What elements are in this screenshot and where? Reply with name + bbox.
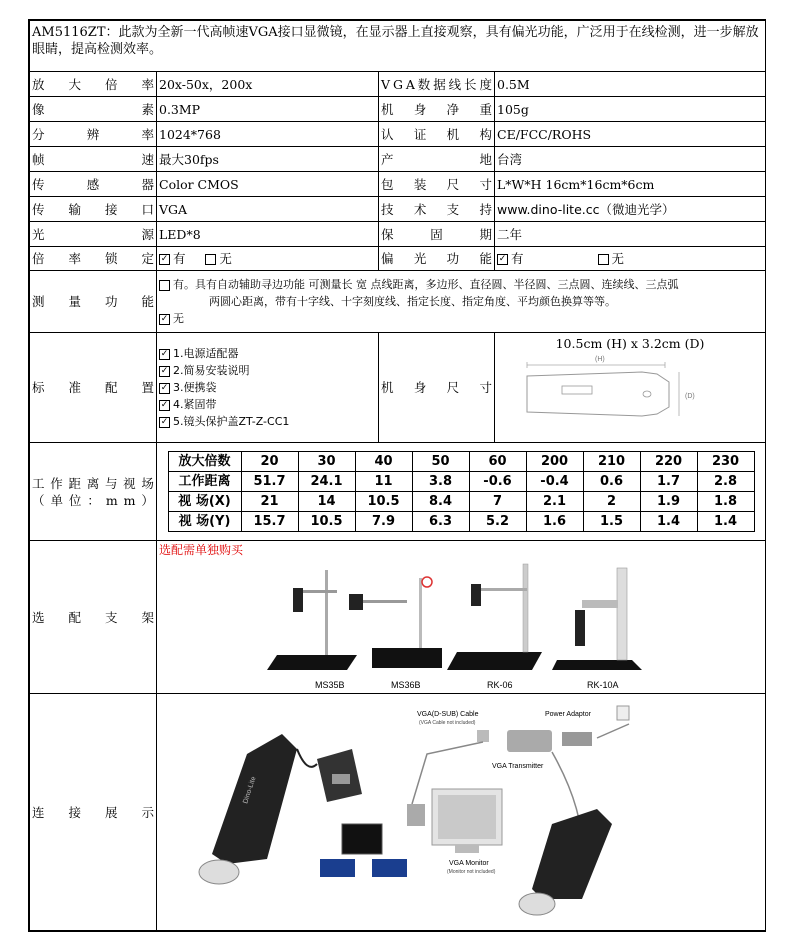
standard-label-char: 置 (141, 380, 154, 395)
standard-item (159, 413, 376, 430)
mag-cell: 8.4 (412, 492, 469, 512)
lock-label-char: 倍 (32, 251, 45, 266)
spec-label-char: 认 (381, 126, 394, 142)
measure-label-text (32, 293, 154, 310)
vga-cable-note: (VGA Cable not included) (419, 720, 476, 726)
standard-label-char: 配 (104, 380, 118, 395)
stand-name-4: RK-10A (587, 680, 619, 690)
spec-label-right (379, 72, 495, 97)
connection-label-char: 展 (104, 804, 118, 820)
spec-label-left-text (32, 201, 154, 218)
mag-cell: 1.8 (697, 492, 754, 512)
standard-item-checkbox[interactable]: ✓ (160, 382, 169, 393)
spec-label-char: A (405, 76, 415, 92)
standard-item (159, 396, 376, 413)
spec-label-char: 机 (381, 101, 394, 117)
stands-note: 选配需单独购买 (159, 543, 244, 557)
spec-value-right: 0.5M (495, 72, 766, 97)
spec-value-left: 1024*768 (157, 122, 379, 147)
standard-label-text (32, 379, 154, 396)
spec-rows (30, 72, 766, 247)
measure-label-char: 量 (68, 294, 81, 309)
standard-item-checkbox[interactable]: ✓ (160, 399, 169, 410)
h-tag: (H) (595, 356, 605, 363)
spec-row (30, 197, 766, 222)
spec-label-right-text (381, 226, 492, 243)
standard-item (159, 345, 376, 362)
spec-label-left (30, 122, 157, 147)
polar-no-checkbox[interactable] (598, 254, 609, 265)
mag-cell: 2 (583, 492, 640, 512)
connection-label-text (32, 804, 154, 821)
distance-unit-char: m (105, 492, 118, 508)
spec-label-right-text (381, 126, 492, 143)
mag-cell: 1.4 (697, 512, 754, 532)
mag-cell: 220 (640, 452, 697, 472)
distance-label (30, 443, 157, 541)
mag-cell: 10.5 (298, 512, 355, 532)
mag-cell: 20 (241, 452, 298, 472)
spec-label-char: 支 (446, 201, 460, 217)
distance-unit-char: 位 (68, 492, 82, 508)
d-tag: (D) (685, 393, 695, 400)
standard-item-checkbox[interactable]: ✓ (160, 365, 169, 376)
mag-cell: 50 (412, 452, 469, 472)
mag-cell: 60 (469, 452, 526, 472)
spec-label-right (379, 197, 495, 222)
measure-label-char: 测 (32, 294, 45, 309)
bodysize-label-char: 寸 (479, 380, 492, 395)
standard-item (159, 362, 376, 379)
spec-label-char: 光 (32, 226, 45, 242)
spec-value-left: VGA (157, 197, 379, 222)
spec-label-left-text (32, 126, 154, 143)
spec-label-char: V (381, 76, 391, 92)
stand-name-2: MS36B (391, 680, 421, 690)
spec-label-right-text (381, 101, 492, 118)
measure-yes-text-2: 两圆心距离，带有十字线、十字刻度线、指定长度、指定角度、平均颜色换算等等。 (209, 295, 616, 308)
spec-label-char: 机 (446, 126, 460, 142)
spec-label-char: 持 (479, 201, 492, 217)
standard-label-char: 准 (68, 380, 81, 395)
brand-label: Dino-Lite (242, 775, 258, 805)
spec-label-left (30, 222, 157, 247)
measure-value (157, 271, 766, 333)
mag-cell: 1.7 (640, 472, 697, 492)
distance-unit-char: m (123, 492, 136, 508)
mag-cell: -0.6 (469, 472, 526, 492)
stands-picture (157, 560, 765, 692)
measure-yes-checkbox[interactable] (159, 280, 170, 291)
mag-row-header: 视 场(Y) (168, 512, 241, 532)
spec-label-right (379, 172, 495, 197)
mag-cell: 30 (298, 452, 355, 472)
spec-label-char: 期 (479, 226, 492, 242)
stand-rk10a (552, 568, 642, 670)
distance-unit-char: ： (87, 492, 100, 508)
polar-label-text (381, 250, 492, 267)
spec-label-right-text (381, 76, 492, 93)
spec-row (30, 122, 766, 147)
connection-diagram (407, 706, 629, 915)
distance-label-char: 场 (141, 475, 154, 491)
distance-label-char: 作 (50, 475, 63, 491)
spec-value-right: 105g (495, 97, 766, 122)
spec-label-left-text (32, 101, 154, 118)
spec-label-char: 包 (381, 176, 394, 192)
polar-yes-label: 有 (511, 251, 524, 266)
lock-label-char: 锁 (104, 251, 118, 266)
spec-label-char: 速 (141, 151, 154, 167)
spec-value-right: CE/FCC/ROHS (495, 122, 766, 147)
spec-label-char: G (392, 76, 403, 92)
polar-yes-checkbox[interactable]: ✓ (498, 254, 507, 264)
spec-label-right-text (381, 151, 492, 168)
spec-label-char: 像 (32, 101, 45, 117)
mag-row (168, 472, 754, 492)
polar-value (495, 247, 766, 271)
measure-label-char: 能 (141, 294, 154, 309)
spec-label-left-text (32, 151, 154, 168)
lock-yes-label: 有 (173, 251, 186, 266)
stands-label-char: 支 (104, 609, 118, 625)
mag-cell: 10.5 (355, 492, 412, 512)
distance-label-char: 距 (68, 475, 81, 491)
mag-row-header: 放大倍数 (168, 452, 241, 472)
spec-label-char: 尺 (446, 176, 460, 192)
spec-label-char: 身 (413, 101, 427, 117)
bodysize-label-char: 尺 (446, 380, 460, 395)
spec-label-char: 净 (446, 101, 460, 117)
connection-photo (199, 734, 407, 884)
spec-label-char: 口 (141, 201, 154, 217)
lock-label-char: 定 (141, 251, 154, 266)
spec-value-left: 20x-50x，200x (157, 72, 379, 97)
spec-label-char: 放 (32, 76, 45, 92)
measure-label-char: 功 (104, 294, 118, 309)
distance-label-char: 工 (32, 475, 45, 491)
spec-label-right (379, 222, 495, 247)
spec-label-char: 传 (32, 201, 45, 217)
spec-label-left-text (32, 226, 154, 243)
connection-illustration (157, 694, 765, 926)
stands-value (157, 541, 766, 694)
spec-label-char: 输 (68, 201, 81, 217)
standard-item-checkbox[interactable]: ✓ (160, 416, 169, 427)
mag-cell: 15.7 (241, 512, 298, 532)
spec-label-char: 器 (141, 176, 154, 192)
spec-label-char: 帧 (32, 151, 45, 167)
distance-unit-char: ） (141, 492, 154, 508)
standard-item (159, 379, 376, 396)
mag-cell: -0.4 (526, 472, 583, 492)
spec-value-right: 台湾 (495, 147, 766, 172)
transmitter-label: VGA Transmitter (492, 763, 544, 770)
spec-label-char: 辨 (86, 126, 100, 142)
spec-value-left: LED*8 (157, 222, 379, 247)
spec-row (30, 97, 766, 122)
distance-label-char: 离 (86, 475, 100, 491)
mag-cell: 7 (469, 492, 526, 512)
stand-name-3: RK-06 (487, 680, 513, 690)
polar-label-char: 偏 (381, 251, 394, 266)
spec-label-char: 数 (417, 76, 431, 92)
mag-cell: 200 (526, 452, 583, 472)
spec-label-left (30, 97, 157, 122)
mag-cell: 24.1 (298, 472, 355, 492)
measure-label (30, 271, 157, 333)
distance-unit-char: 单 (50, 492, 63, 508)
mag-row-header: 视 场(X) (168, 492, 241, 512)
spec-label-char: 度 (479, 76, 492, 92)
mag-row (168, 512, 754, 532)
stand-ms35b (267, 570, 357, 670)
spec-label-char: 重 (479, 101, 492, 117)
spec-table (29, 20, 766, 931)
spec-label-char: 构 (479, 126, 492, 142)
spec-sheet (28, 19, 766, 932)
mag-row-header: 工作距离 (168, 472, 241, 492)
mag-row (168, 452, 754, 472)
polar-label-char: 功 (446, 251, 460, 266)
mag-cell: 21 (241, 492, 298, 512)
connection-value (157, 694, 766, 931)
distance-value (157, 443, 766, 541)
stands-label-char: 架 (141, 609, 154, 625)
lock-label (30, 247, 157, 271)
stands-label-text (32, 609, 154, 626)
power-label: Power Adaptor (545, 711, 591, 718)
spec-value-left: 最大30fps (157, 147, 379, 172)
spec-label-char: 素 (141, 101, 154, 117)
monitor-label: VGA Monitor (449, 860, 489, 867)
distance-label-char: 与 (104, 475, 118, 491)
spec-row (30, 72, 766, 97)
mag-cell: 1.5 (583, 512, 640, 532)
mag-cell: 14 (298, 492, 355, 512)
spec-value-right: 二年 (495, 222, 766, 247)
stands-label (30, 541, 157, 694)
mag-cell: 11 (355, 472, 412, 492)
spec-label-char: 率 (141, 126, 154, 142)
bodysize-value (495, 333, 766, 443)
lock-value (157, 247, 379, 271)
spec-label-char: 产 (381, 151, 394, 167)
mag-cell: 1.6 (526, 512, 583, 532)
bodysize-label-char: 机 (381, 380, 394, 395)
spec-label-left (30, 172, 157, 197)
spec-row (30, 172, 766, 197)
spec-label-char: 证 (413, 126, 427, 142)
connection-label-char: 示 (141, 804, 154, 820)
standard-item-text: 1.电源适配器 (173, 347, 239, 360)
mag-cell: 5.2 (469, 512, 526, 532)
mag-cell: 51.7 (241, 472, 298, 492)
bodysize-label-text (381, 379, 492, 396)
stands-label-char: 配 (68, 609, 81, 625)
standard-item-text: 4.紧固带 (173, 398, 217, 411)
spec-label-char: 术 (413, 201, 427, 217)
spec-label-char: 装 (413, 176, 427, 192)
distance-label-char: 视 (123, 475, 136, 491)
bodysize-label (379, 333, 495, 443)
distance-unit-text (32, 492, 154, 509)
connection-label (30, 694, 157, 931)
mag-cell: 2.8 (697, 472, 754, 492)
spec-label-char: 固 (430, 226, 443, 242)
standard-item-text: 5.镜头保护盖ZT-Z-CC1 (173, 415, 290, 428)
spec-label-char: 传 (32, 176, 45, 192)
spec-label-char: 保 (381, 226, 394, 242)
spec-label-right (379, 97, 495, 122)
connection-label-char: 接 (68, 804, 81, 820)
spec-label-char: 分 (32, 126, 45, 142)
spec-label-char: 倍 (104, 76, 118, 92)
spec-label-left-text (32, 176, 154, 193)
mag-row (168, 492, 754, 512)
spec-label-left (30, 147, 157, 172)
spec-value-right: L*W*H 16cm*16cm*6cm (495, 172, 766, 197)
bodysize-text: 10.5cm (H) x 3.2cm (D) (555, 336, 705, 351)
spec-value-right: www.dino-lite.cc（微迪光学） (495, 197, 766, 222)
spec-label-char: 线 (448, 76, 462, 92)
measure-yes-text: 有。具有自动辅助寻边功能 可测量长 宽 点线距离，多边形、直径圆、半径圆、三点圆、连续线、三点弧 (173, 278, 679, 291)
mag-cell: 6.3 (412, 512, 469, 532)
spec-label-right (379, 122, 495, 147)
stand-name-1: MS35B (315, 680, 345, 690)
stands-label-char: 选 (32, 609, 45, 625)
spec-label-char: 接 (104, 201, 118, 217)
spec-label-right (379, 147, 495, 172)
spec-label-char: 地 (479, 151, 492, 167)
connection-label-char: 连 (32, 804, 45, 820)
spec-label-char: 感 (86, 176, 100, 192)
spec-value-left: Color CMOS (157, 172, 379, 197)
measure-no-checkbox[interactable]: ✓ (160, 313, 169, 324)
spec-label-right-text (381, 176, 492, 193)
stands-illustration (157, 560, 765, 692)
mag-cell: 40 (355, 452, 412, 472)
stand-ms36b (349, 577, 442, 668)
spec-label-char: 源 (141, 226, 154, 242)
standard-label (30, 333, 157, 443)
lock-yes-checkbox[interactable]: ✓ (160, 254, 169, 264)
spec-row (30, 222, 766, 247)
microscope-dimension-drawing (497, 352, 762, 432)
magnification-table (168, 451, 755, 532)
lock-label-char: 率 (68, 251, 81, 266)
mag-cell: 230 (697, 452, 754, 472)
monitor-note: (Monitor not included) (447, 869, 496, 875)
bodysize-label-char: 身 (413, 380, 427, 395)
spec-label-char: 长 (464, 76, 477, 92)
spec-value-left: 0.3MP (157, 97, 379, 122)
mag-cell: 7.9 (355, 512, 412, 532)
distance-unit-char: （ (32, 492, 45, 508)
spec-row (30, 147, 766, 172)
mag-cell: 210 (583, 452, 640, 472)
lock-no-label: 无 (219, 251, 232, 266)
spec-label-left-text (32, 76, 154, 93)
lock-label-text (32, 250, 154, 267)
spec-label-left (30, 72, 157, 97)
spec-label-char: 大 (68, 76, 81, 92)
polar-no-label: 无 (611, 251, 625, 266)
spec-label-char: 寸 (479, 176, 492, 192)
polar-label-char: 光 (413, 251, 427, 266)
standard-item-text: 2.简易安装说明 (173, 364, 250, 377)
distance-label-text (32, 475, 154, 492)
polar-label (379, 247, 495, 271)
standard-label-char: 标 (32, 380, 45, 395)
mag-cell: 0.6 (583, 472, 640, 492)
spec-label-right-text (381, 201, 492, 218)
spec-label-char: 率 (141, 76, 154, 92)
mag-cell: 2.1 (526, 492, 583, 512)
vga-cable-label: VGA(D-SUB) Cable (417, 711, 479, 718)
stand-rk06 (447, 564, 542, 670)
measure-no-text: 无 (173, 312, 184, 325)
standard-items (157, 333, 379, 443)
product-intro: AM5116ZT：此款为全新一代高帧速VGA接口显微镜，在显示器上直接观察，具有偏光功能，广泛用于在线检测，进一步解放眼睛，提高检测效率。 (30, 21, 766, 72)
spec-label-left (30, 197, 157, 222)
lock-no-checkbox[interactable] (205, 254, 216, 265)
mag-cell: 1.9 (640, 492, 697, 512)
polar-label-char: 能 (479, 251, 492, 266)
standard-item-text: 3.便携袋 (173, 381, 217, 394)
spec-label-char: 据 (433, 76, 446, 92)
standard-item-checkbox[interactable]: ✓ (160, 348, 169, 359)
spec-label-char: 技 (381, 201, 394, 217)
mag-cell: 1.4 (640, 512, 697, 532)
mag-cell: 3.8 (412, 472, 469, 492)
